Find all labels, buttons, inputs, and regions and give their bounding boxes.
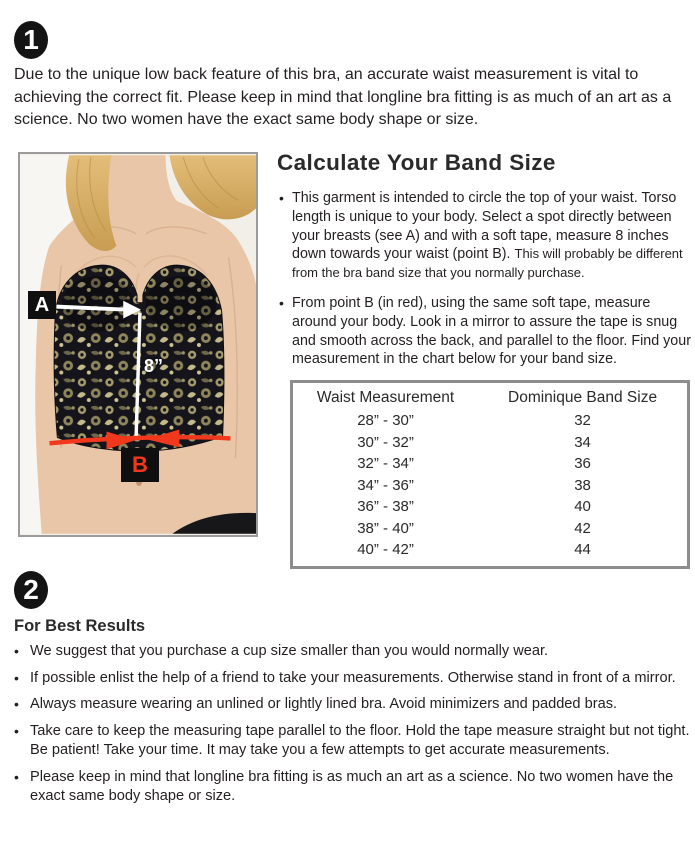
instruction-bullet-2: [279, 294, 691, 369]
waist-value: 28” - 30”: [357, 412, 414, 430]
table-row: [292, 410, 689, 432]
bullet1-note: This will probably be different from the bra band size that you normally purchase.: [292, 246, 683, 281]
step-1-badge: [14, 21, 48, 59]
band-column-header: Dominique Band Size: [508, 389, 658, 407]
measurement-photo: [18, 152, 258, 537]
tip-5-text: • Please keep in mind that longline bra fitting is as much an art as a science. No two women have the exact same body shape or size.: [30, 768, 674, 804]
bullet2-text: • From point B (in red), using the same soft tape, measure around your body. Look in a mirror to assure the tape is snug and smooth across the back, and parallel to the floor. Find your measurement in the chart below for your band size.: [292, 294, 691, 368]
band-value: 40: [574, 498, 591, 516]
band-size-table: [290, 380, 690, 569]
table-row: [292, 453, 689, 475]
step-2-number: 2: [23, 574, 39, 605]
band-value: 44: [574, 541, 591, 559]
tip-bullet-4: [14, 722, 692, 761]
tip-1-text: • We suggest that you purchase a cup size smaller than you would normally wear.: [30, 643, 549, 659]
table-row: [292, 432, 689, 454]
bullet1-main: This garment is intended to circle the top of your waist. Torso length is unique to your body. Select a spot directly between your breasts (see A) and with a soft tape, measure 8 inches down towards your waist (point B).: [292, 190, 677, 263]
tip-4-text: • Take care to keep the measuring tape parallel to the floor. Hold the tape measure straight but not tight. Be patient! Take your time. It may take you a few attempts to get accurate measurements.: [30, 722, 690, 758]
waist-value: 32” - 34”: [357, 455, 414, 473]
band-value: 38: [574, 476, 591, 494]
table-row: [292, 518, 689, 540]
step-2-badge: [14, 571, 48, 609]
instruction-bullet-1: [279, 189, 691, 283]
band-size-heading: Calculate Your Band Size: [277, 150, 556, 175]
waist-column-header: Waist Measurement: [316, 389, 455, 407]
eight-inch-label: 8”: [144, 356, 164, 376]
waist-value: 38” - 40”: [357, 519, 414, 537]
table-row: [292, 496, 689, 518]
tip-bullet-2: [14, 669, 692, 689]
band-value: 42: [574, 519, 591, 537]
band-value: 34: [574, 433, 591, 451]
best-results-list: [14, 642, 692, 814]
tip-bullet-1: [14, 642, 692, 662]
waist-value: 34” - 36”: [357, 476, 414, 494]
best-results-heading: For Best Results: [14, 617, 146, 635]
tip-bullet-3: [14, 695, 692, 715]
waist-value: 36” - 38”: [357, 498, 414, 516]
waist-value: 40” - 42”: [357, 541, 414, 559]
waist-value: 30” - 32”: [357, 433, 414, 451]
point-a-label: A: [28, 291, 56, 319]
tip-3-text: • Always measure wearing an unlined or lightly lined bra. Avoid minimizers and padded bras.: [30, 696, 618, 712]
band-value: 36: [574, 455, 591, 473]
intro-paragraph: Due to the unique low back feature of this bra, an accurate waist measurement is vital to achieving the correct fit. Please keep in mind that longline bra fitting is as much of an art as a science. No two women have the exact same body shape or size.: [14, 66, 672, 128]
point-b-label: B: [121, 448, 159, 482]
table-row: [292, 539, 689, 567]
tip-2-text: • If possible enlist the help of a friend to take your measurements. Otherwise stand in front of a mirror.: [30, 669, 676, 686]
table-row: [292, 475, 689, 497]
band-value: 32: [574, 412, 591, 430]
tip-bullet-5: [14, 768, 692, 807]
table-header-row: [292, 382, 689, 411]
band-size-section: [277, 150, 691, 569]
step-1-number: 1: [23, 24, 39, 55]
